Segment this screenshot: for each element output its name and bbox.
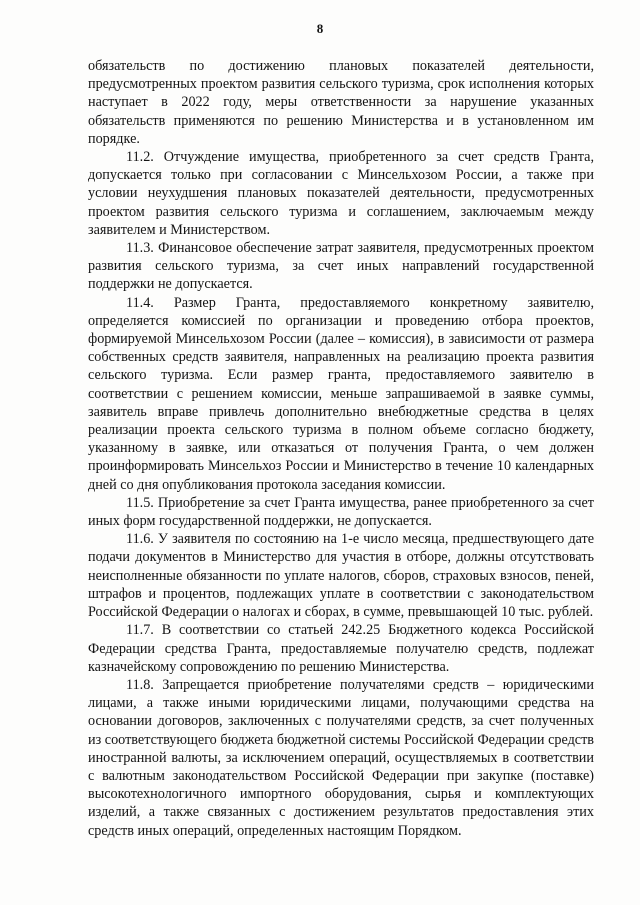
paragraph-continuation: обязательств по достижению плановых показателей деятельности, предусмотренных проектом развития сельского туризма, срок исполнения которых наступает в 2022 году, меры ответственности за нарушение указанных обязательств применяются по решению Министерства и в установленном им порядке. [88, 58, 594, 147]
document-body [88, 57, 594, 840]
paragraph-11-5: 11.5. Приобретение за счет Гранта имущества, ранее приобретенного за счет иных форм государственной поддержки, не допускается. [88, 494, 594, 530]
paragraph-11-7: 11.7. В соответствии со статьей 242.25 Бюджетного кодекса Российской Федерации средства Гранта, предоставляемые получателю средств, подлежат казначейскому сопровождению по решению Министерства. [88, 622, 594, 675]
paragraph-11-8: 11.8. Запрещается приобретение получателями средств – юридическими лицами, а также иными юридическими лицами, получающими средства на основании договоров, заключенных с получателями средств, за счет полученных из соответствующего бюджета бюджетной системы Российской Федерации средств иностранной валюты, за исключением операций, осуществляемых в соответствии с валютным законодательством Российской Федерации при закупке (поставке) высокотехнологичного импортного оборудования, сырья и комплектующих изделий, а также связанных с достижением результатов предоставления этих средств иных операций, определенных настоящим Порядком. [88, 676, 594, 839]
paragraph-11-4: 11.4. Размер Гранта, предоставляемого конкретному заявителю, определяется комиссией по организации и проведению отбора проектов, формируемой Минсельхозом России (далее – комиссия), в зависимости от размера собственных средств заявителя, направленных на реализацию проекта развития сельского туризма. Если размер гранта, предоставляемого заявителю в соответствии с решением комиссии, меньше запрашиваемой в заявке суммы, заявитель вправе привлечь дополнительно внебюджетные средства в целях реализации проекта сельского туризма в полном объеме согласно бюджету, указанному в заявке, или отказаться от получения Гранта, о чем должен проинформировать Минсельхоз России и Министерство в течение 10 календарных дней со дня опубликования протокола заседания комиссии. [88, 294, 594, 493]
paragraph-11-2: 11.2. Отчуждение имущества, приобретенного за счет средств Гранта, допускается только при согласовании с Минсельхозом России, а также при условии неухудшения плановых показателей деятельности, предусмотренных проектом развития сельского туризма и соглашением, заключаемым между заявителем и Министерством. [88, 149, 594, 238]
page-number: 8 [316, 21, 324, 36]
paragraph-11-6: 11.6. У заявителя по состоянию на 1-е число месяца, предшествующего дате подачи документов в Министерство для участия в отборе, должны отсутствовать неисполненные обязанности по уплате налогов, сборов, страховых взносов, пеней, штрафов и процентов, подлежащих уплате в соответствии с законодательством Российской Федерации о налогах и сборах, в сумме, превышающей 10 тыс. рублей. [88, 531, 594, 621]
paragraph-11-3: 11.3. Финансовое обеспечение затрат заявителя, предусмотренных проектом развития сельского туризма, за счет иных направлений государственной поддержки не допускается. [88, 240, 594, 293]
